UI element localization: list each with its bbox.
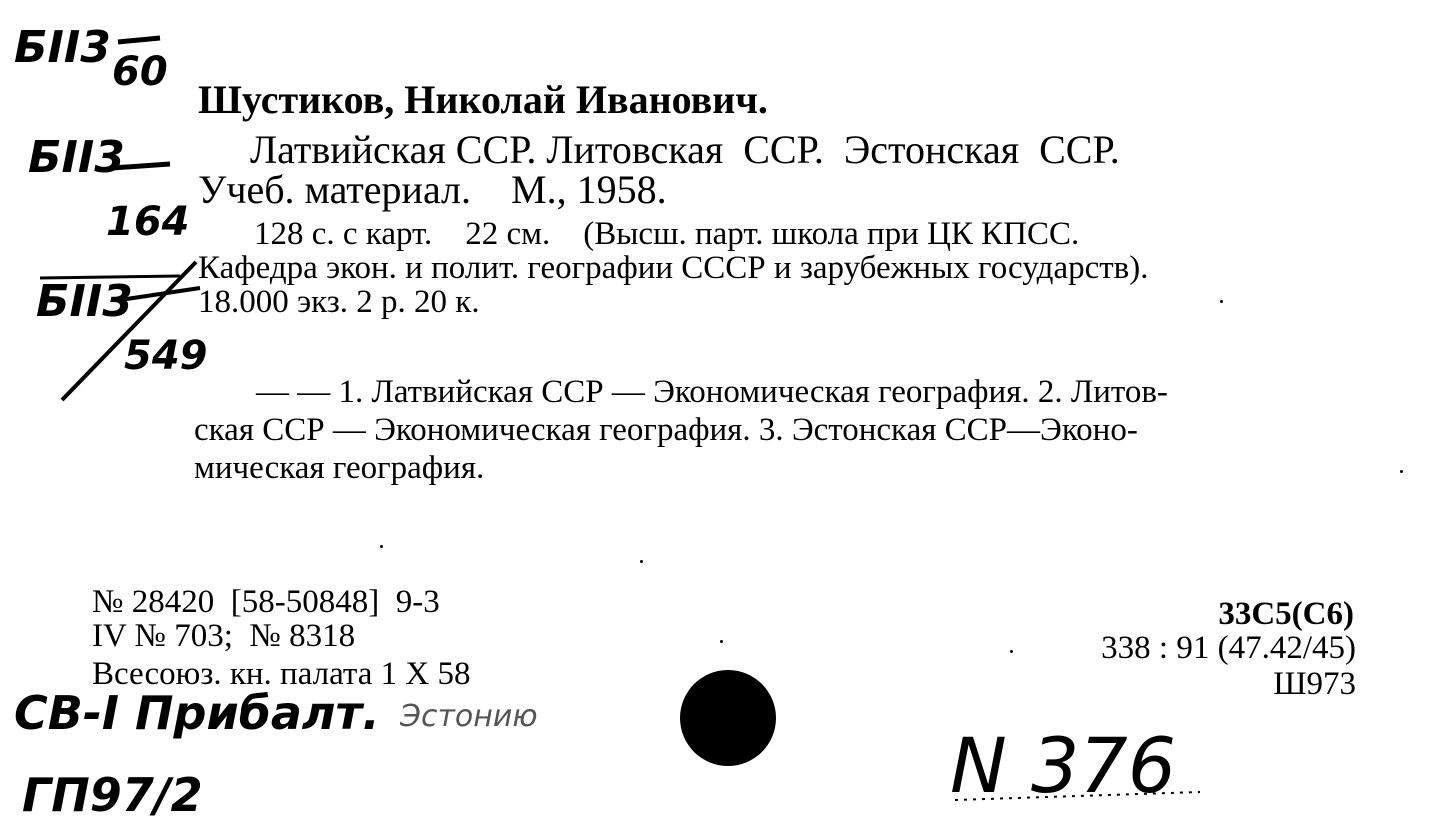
scan-speck bbox=[1010, 650, 1013, 653]
subject-line-3: мическая география. bbox=[194, 450, 485, 486]
subject-line-1: — — 1. Латвийская ССР — Экономическая география. 2. Литов- bbox=[256, 374, 1168, 410]
footer-left-line-1: № 28420 [58-50848] 9-3 bbox=[92, 584, 440, 620]
description-line-1: 128 с. с карт. 22 см. (Высш. парт. школа при ЦК КПСС. bbox=[254, 216, 1080, 252]
scan-speck bbox=[1220, 300, 1223, 303]
punch-hole bbox=[680, 670, 776, 766]
handwritten-bottom-note: СВ-I Прибалт. bbox=[14, 686, 380, 740]
handwritten-shelf-mark-2-sub: 164 bbox=[106, 199, 190, 245]
scan-speck bbox=[1400, 470, 1403, 473]
handwritten-inventory-number: N 376 bbox=[950, 721, 1177, 810]
scan-speck bbox=[720, 640, 723, 643]
handwritten-shelf-mark-1: БII3 bbox=[14, 22, 111, 73]
footer-right-line-2: 338 : 91 (47.42/45) bbox=[1101, 630, 1356, 666]
scan-speck bbox=[640, 560, 643, 563]
handwritten-shelf-mark-2: БII3 bbox=[28, 132, 125, 183]
scan-speck bbox=[380, 545, 383, 548]
handwritten-bottom-code: ГП97/2 bbox=[22, 768, 203, 822]
description-line-2: Кафедра экон. и полит. географии СССР и зарубежных государств). bbox=[198, 250, 1149, 286]
handwritten-bottom-note-faint: Эстонию bbox=[400, 699, 538, 734]
footer-left-line-2: IV № 703; № 8318 bbox=[92, 618, 356, 654]
title-line-2: Учеб. материал. М., 1958. bbox=[198, 167, 667, 212]
footer-right-line-3: Ш973 bbox=[1273, 666, 1356, 702]
handwritten-shelf-mark-1-sub: 60 bbox=[112, 49, 168, 95]
handwritten-shelf-mark-3: БII3 bbox=[36, 276, 133, 327]
footer-left-line-3: Всесоюз. кн. палата 1 X 58 bbox=[92, 656, 471, 692]
footer-right-line-1: 33С5(С6) bbox=[1218, 596, 1354, 632]
title-line-1: Латвийская ССР. Литовская ССР. Эстонская ССР. bbox=[250, 127, 1120, 172]
description-line-3: 18.000 экз. 2 р. 20 к. bbox=[198, 284, 480, 320]
subject-line-2: ская ССР — Экономическая география. 3. Эстонская ССР—Эконо- bbox=[194, 412, 1138, 448]
handwritten-shelf-mark-3-sub: 549 bbox=[124, 333, 208, 379]
author-heading: Шустиков, Николай Иванович. bbox=[198, 77, 768, 122]
